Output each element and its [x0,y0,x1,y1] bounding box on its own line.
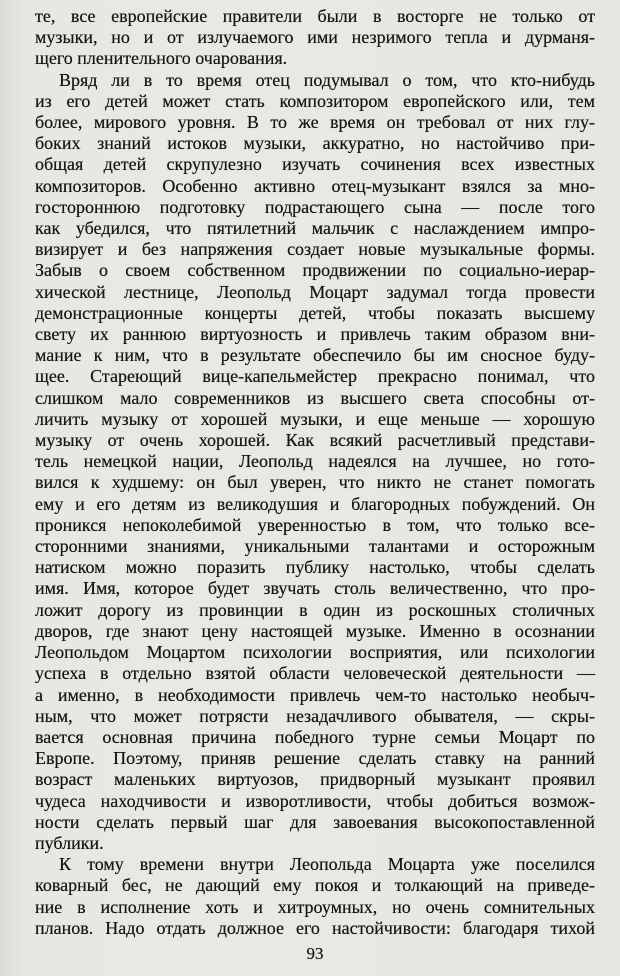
text-line: щего пленительного очарования. [35,48,288,69]
text-line: тель немецкой нации, Леопольд надеялся на лучшее, но гото- [35,451,595,472]
text-line: ложит дорогу из провинции в один из роскошных столичных [35,599,595,620]
text-line: щее. Стареющий вице-капельмейстер прекрасно понимал, что [35,366,595,387]
text-line: Леопольдом Моцартом психологии восприятия, или психологии [35,642,595,663]
text-line: гостороннюю подготовку подрастающего сына — после того [35,196,595,217]
text-line: ным, что может потрясти незадачливого обывателя, — скры- [35,705,595,726]
text-line: ности сделать первый шаг для завоевания высокопоставленной [35,811,595,832]
text-line: проникся непоколебимой уверенностью в том, что только все- [35,514,595,535]
text-line: Забыв о своем собственном продвижении по социально-иерар- [35,260,595,281]
text-line: визирует и без напряжения создает новые музыкальные формы. [35,239,595,260]
text-line: ему и его детям из великодушия и благородных побуждений. Он [35,493,595,514]
text-line: вается основная причина победного турне семьи Моцарт по [35,726,595,747]
text-line: музыки, но и от излучаемого ими незримого тепла и дурманя- [35,27,595,48]
text-line: успеха в отдельно взятой области человеческой деятельности — [35,663,595,684]
text-line: слишком мало современников из высшего света способны от- [35,387,595,408]
text-line: более, мирового уровня. В то же время он требовал от них глу- [35,112,595,133]
text-line: Европе. Поэтому, приняв решение сделать ставку на ранний [35,748,595,769]
text-line: композиторов. Особенно активно отец-музыкант взялся за мно- [35,175,595,196]
text-line: Вряд ли в то время отец подумывал о том, что кто-нибудь [59,69,595,90]
text-line: сторонними знаниями, уникальными талантами и осторожным [35,536,595,557]
page-number: 93 [306,944,324,963]
text-line: хической лестнице, Леопольд Моцарт задумал тогда провести [35,281,595,302]
text-line: публики. [35,832,104,853]
text-line: планов. Надо отдать должное его настойчивости: благодаря тихой [35,917,595,938]
text-line: демонстрационные концерты детей, чтобы показать высшему [35,302,595,323]
text-line: общая детей скрупулезно изучать сочинения всех известных [35,154,595,175]
text-line: боких знаний истоков музыки, аккуратно, но настойчиво при- [35,133,595,154]
text-line: свету их раннюю виртуозность и привлечь таким образом вни- [35,324,595,345]
text-line: как убедился, что пятилетний мальчик с наслаждением импро- [35,218,595,239]
text-line: личить музыку от хорошей музыки, и еще меньше — хорошую [35,408,595,429]
text-line: натиском можно поразить публику настолько, чтобы сделать [35,557,595,578]
text-line: мание к ним, что в результате обеспечило бы им сносное буду- [35,345,595,366]
text-line: дворов, где знают цену настоящей музыке. Именно в осознании [35,620,595,641]
text-line: а именно, в необходимости привлечь чем-то настолько необыч- [35,684,595,705]
text-line: из его детей может стать композитором европейского или, тем [35,90,595,111]
paragraph [35,854,595,939]
text-line: имя. Имя, которое будет звучать столь величественно, что про- [35,578,595,599]
paragraph [35,6,595,70]
text-line: возраст маленьких виртуозов, придворный музыкант проявил [35,769,595,790]
text-line: коварный бес, не дающий ему покоя и толкающий на приведе- [35,875,595,896]
text-line: ние в исполнение хоть и хитроумных, но очень сомнительных [35,896,595,917]
text-line: чудеса находчивости и изворотливости, чтобы добиться возмож- [35,790,595,811]
paragraph [35,70,595,855]
text-line: вился к худшему: он был уверен, что никто не станет помогать [35,472,595,493]
text-line: музыку от очень хорошей. Как всякий расчетливый представи- [35,430,595,451]
text-line: те, все европейские правители были в восторге не только от [35,6,595,26]
text-line: К тому времени внутри Леопольда Моцарта уже поселился [59,854,595,875]
text-block [35,6,595,939]
